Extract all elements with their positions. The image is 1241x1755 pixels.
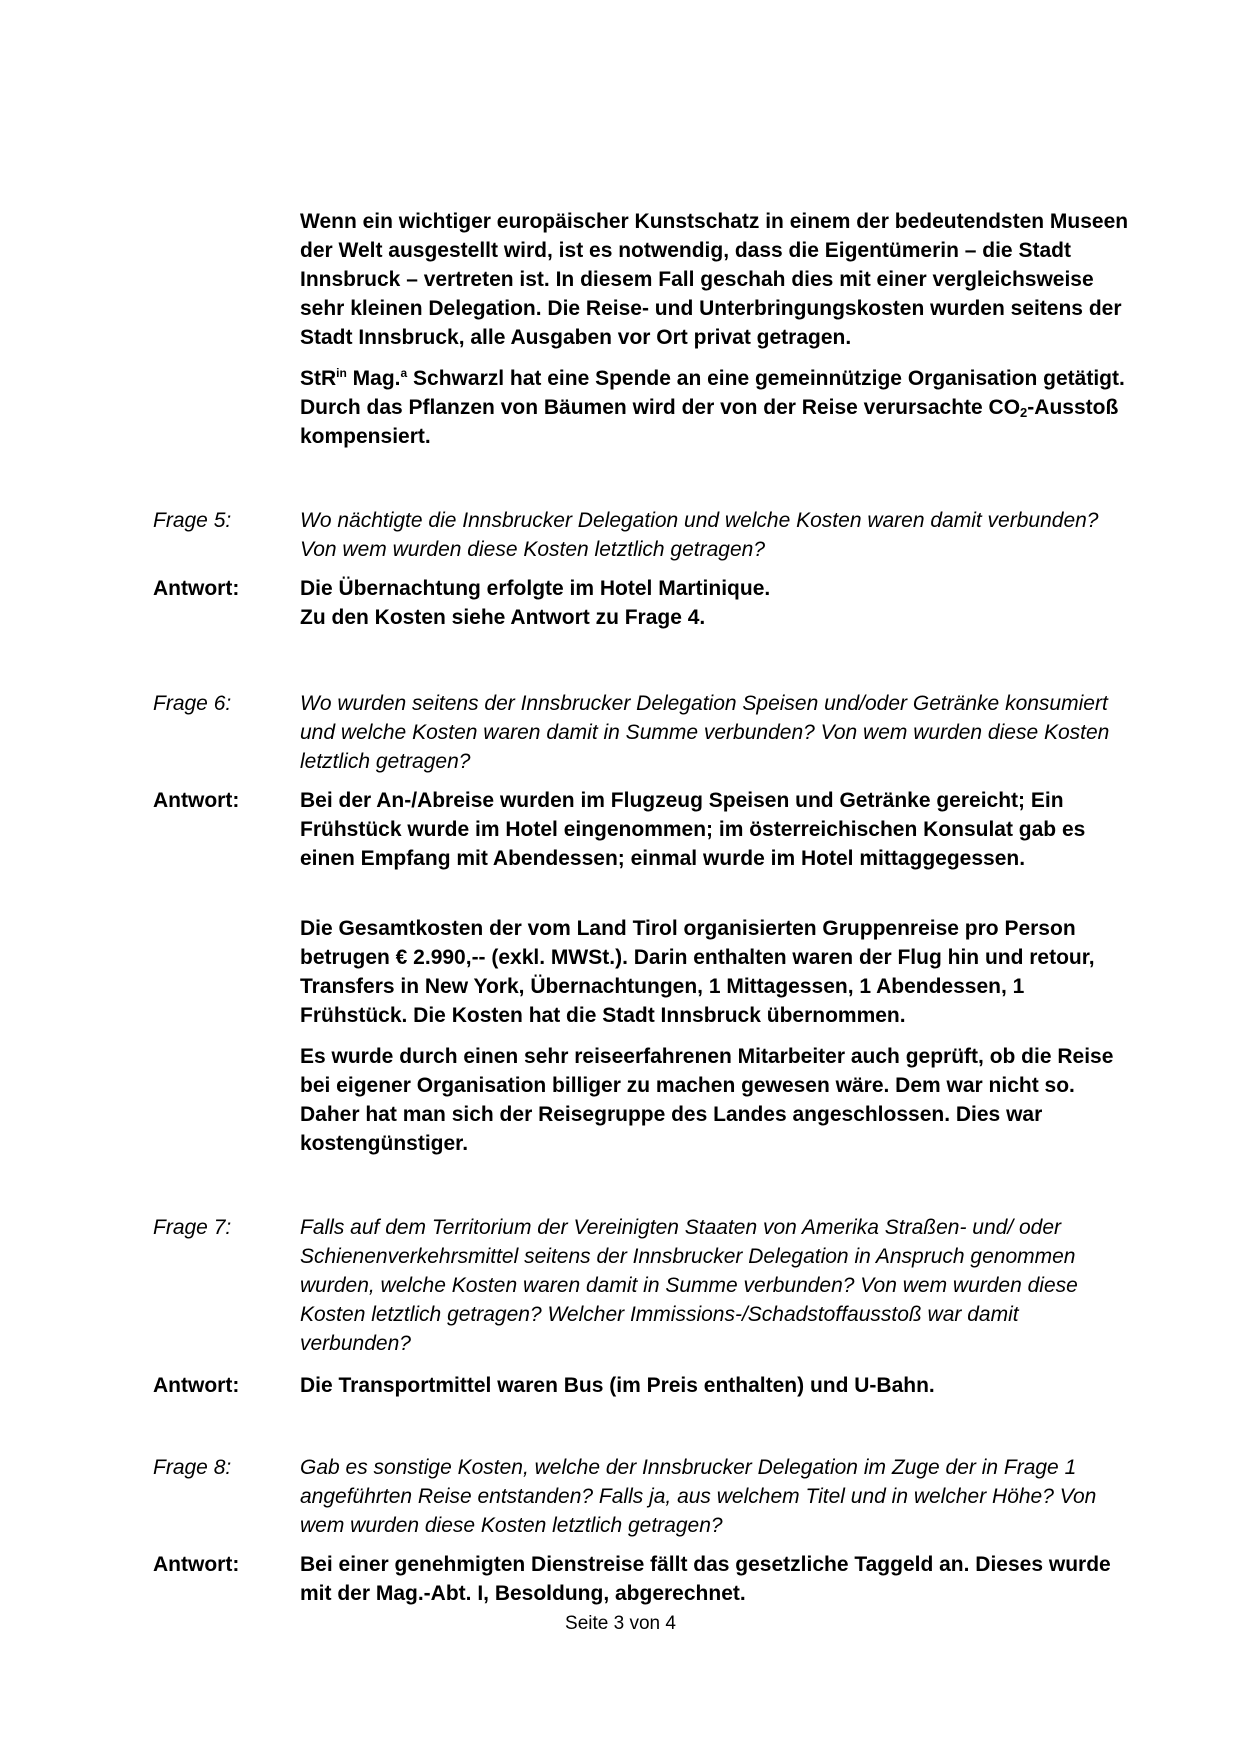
answer-text: Die Transportmittel waren Bus (im Preis enthalten) und U-Bahn. bbox=[300, 1374, 935, 1397]
intro-paragraph-2: StR$^{in}$ Mag.$^a$ Schwarzl hat eine Spende an eine gemeinnützige Organisation getätigt. Durch das Pflanzen von Bäumen wird der von der Reise verursachte $CO_2$-Ausstoß kompensiert. bbox=[300, 366, 1125, 448]
question-text: Wo nächtigte die Innsbrucker Delegation und welche Kosten waren damit verbunden? Von wem wurden diese Kosten letztlich getragen? bbox=[300, 509, 1099, 561]
answer-label: Antwort: bbox=[153, 1553, 240, 1576]
question-text: Wo wurden seitens der Innsbrucker Delegation Speisen und/oder Getränke konsumiert und welche Kosten waren damit in Summe verbunden? Von wem wurden diese Kosten letztlich getragen? bbox=[300, 692, 1110, 773]
answer-label: Antwort: bbox=[153, 577, 240, 600]
answer-text: Bei einer genehmigten Dienstreise fällt das gesetzliche Taggeld an. Dieses wurde mit der Mag.-Abt. I, Besoldung, abgerechnet. bbox=[300, 1553, 1111, 1605]
answer-text: Bei der An-/Abreise wurden im Flugzeug Speisen und Getränke gereicht; Ein Frühstück wurde im Hotel eingenommen; im österreichischen Konsulat gab es einen Empfang mit Abendessen; einmal wurde im Hotel mittaggegessen. bbox=[300, 789, 1086, 870]
intro-paragraph-1: Wenn ein wichtiger europäischer Kunstschatz in einem der bedeutendsten Museen der Welt ausgestellt wird, ist es notwendig, dass die Eigentümerin – die Stadt Innsbruck – vertreten ist. In diesem Fall geschah dies mit einer vergleichsweise sehr kleinen Delegation. Die Reise- und Unterbringungskosten wurden seitens der Stadt Innsbruck, alle Ausgaben vor Ort privat getragen. bbox=[300, 210, 1129, 349]
question-label: Frage 6: bbox=[153, 692, 232, 715]
answer-text: Es wurde durch einen sehr reiseerfahrenen Mitarbeiter auch geprüft, ob die Reise bei eigener Organisation billiger zu machen gewesen wäre. Dem war nicht so. Daher hat man sich der Reisegruppe des Landes angeschlossen. Dies war kostengünstiger. bbox=[300, 1045, 1114, 1155]
answer-text: Die Übernachtung erfolgte im Hotel Martinique. Zu den Kosten siehe Antwort zu Frage 4. bbox=[300, 577, 771, 629]
question-text: Falls auf dem Territorium der Vereinigten Staaten von Amerika Straßen- und/ oder Schienenverkehrsmittel seitens der Innsbrucker Delegation in Anspruch genommen wurden, welche Kosten waren damit in Summe verbunden? Von wem wurden diese Kosten letztlich getragen? Welcher Immissions-/Schadstoffausstoß war damit verbunden? bbox=[300, 1216, 1078, 1355]
page-number: Seite 3 von 4 bbox=[565, 1613, 676, 1634]
question-label: Frage 7: bbox=[153, 1216, 232, 1239]
answer-label: Antwort: bbox=[153, 789, 240, 812]
question-label: Frage 8: bbox=[153, 1456, 232, 1479]
answer-text: Die Gesamtkosten der vom Land Tirol organisierten Gruppenreise pro Person betrugen € 2.990,-- (exkl. MWSt.). Darin enthalten waren der Flug hin und retour, Transfers in New York, Übernachtungen, 1 Mittagessen, 1 Abendessen, 1 Frühstück. Die Kosten hat die Stadt Innsbruck übernommen. bbox=[300, 917, 1095, 1027]
answer-label: Antwort: bbox=[153, 1374, 240, 1397]
question-text: Gab es sonstige Kosten, welche der Innsbrucker Delegation im Zuge der in Frage 1 angeführten Reise entstanden? Falls ja, aus welchem Titel und in welcher Höhe? Von wem wurden diese Kosten letztlich getragen? bbox=[300, 1456, 1097, 1537]
question-label: Frage 5: bbox=[153, 509, 232, 532]
